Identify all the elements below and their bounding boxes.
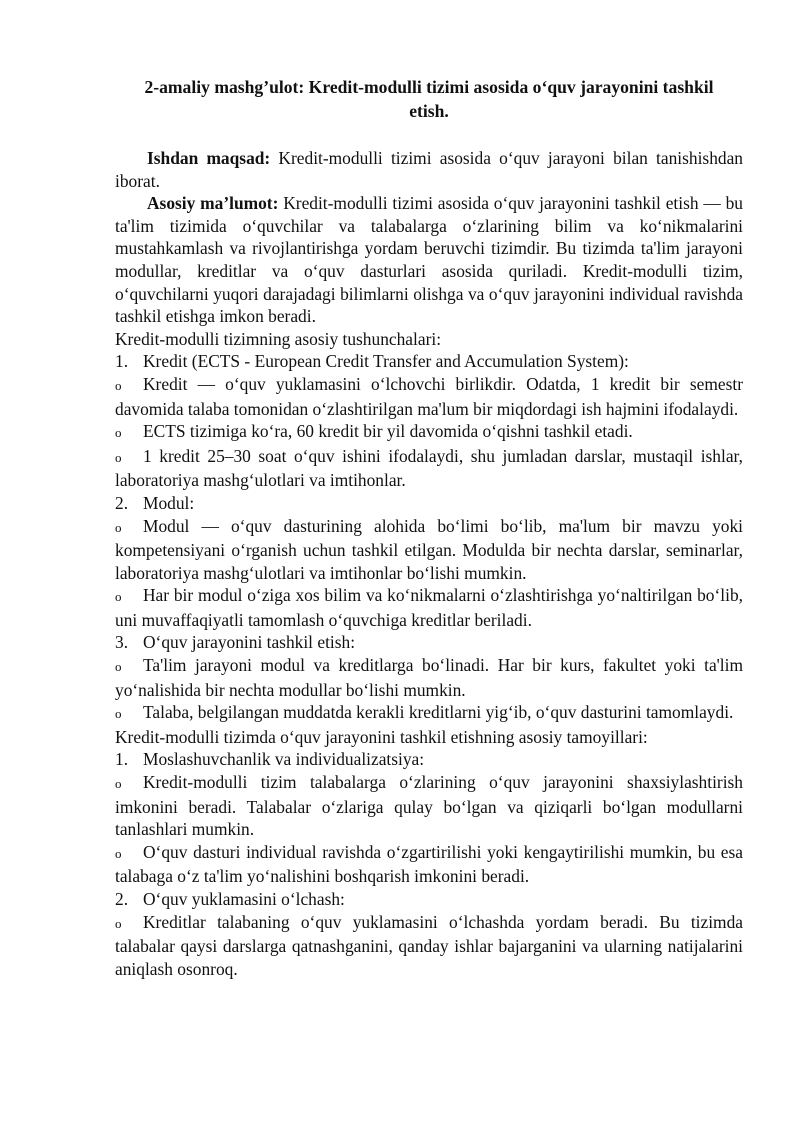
bullet-marker-icon: o: [115, 915, 122, 931]
item-heading: O‘quv jarayonini tashkil etish:: [143, 632, 356, 653]
item-number: 3.: [115, 632, 129, 653]
bullet-text: ECTS tizimiga ko‘ra, 60 kredit bir yil davomida o‘qishni tashkil etadi.: [143, 421, 633, 442]
item-heading: O‘quv yuklamasini o‘lchash:: [143, 889, 345, 909]
bullet-marker-icon: o: [115, 377, 122, 393]
bullet-marker-icon: o: [115, 425, 122, 441]
document-page: [115, 75, 743, 980]
bullet-text: Talaba, belgilangan muddatda kerakli kreditlarni yig‘ib, o‘quv dasturini tamomlaydi.: [143, 702, 734, 723]
bullet-item: [115, 373, 743, 420]
bullet-text: Modul — o‘quv dasturining alohida bo‘limi bo‘lib, ma'lum bir mavzu yoki kompetensiyani o‘rganish uchun tashkil etilgan. Modulda bir nechta darslar, seminarlar, laboratoriya mashg‘ulotlari va imtihonlar bo‘lishi mumkin.: [115, 515, 743, 583]
bullet-marker-icon: o: [115, 845, 122, 861]
bullet-item: [115, 841, 743, 888]
bullet-marker-icon: o: [115, 449, 122, 465]
concepts-list: [115, 350, 743, 726]
aim-text: Kredit-modulli tizimi asosida o‘quv jarayoni bilan tanishishdan iborat.: [115, 148, 744, 191]
bullet-item: [115, 584, 743, 631]
bullet-text: 1 kredit 25–30 soat o‘quv ishini ifodalaydi, shu jumladan darslar, mustaqil ishlar, laboratoriya mashg‘ulotlari va imtihonlar.: [115, 445, 743, 491]
bullet-text: Kredit-modulli tizim talabalarga o‘zlarining o‘quv jarayonini shaxsiylashtirish imkonini beradi. Talabalar o‘zlariga qulay bo‘lgan va qiziqarli bo‘lgan modullarni tanlashlari mumkin.: [115, 772, 743, 840]
principles-intro: Kredit-modulli tizimda o‘quv jarayonini tashkil etishning asosiy tamoyillari:: [115, 726, 648, 747]
item-number: 1.: [115, 749, 129, 770]
bullet-item: [115, 701, 743, 726]
bullet-text: Kreditlar talabaning o‘quv yuklamasini o‘lchashda yordam beradi. Bu tizimda talabalar qaysi darslarga qatnashganini, qanday ishlar bajarganini va ularning natijalarini aniqlash osonroq.: [115, 911, 743, 979]
bullet-item: [115, 771, 743, 841]
item-heading: Moslashuvchanlik va individualizatsiya:: [143, 749, 425, 770]
bullet-item: [115, 911, 743, 981]
bullet-item: [115, 654, 743, 701]
basic-info-text: Kredit-modulli tizimi asosida o‘quv jarayonini tashkil etish — bu ta'lim tizimida o‘quvchilar va talabalarga o‘zlarining bilim va ko‘nikmalarini mustahkamlash va rivojlantirishga yordam beruvchi tizimdir. Bu tizimda ta'lim jarayoni modullar, kreditlar va o‘quv dasturlari asosida quriladi. Kredit-modulli tizim, o‘quvchilarni yuqori darajadagi bilimlarni olishga va o‘quv jarayonini individual ravishda tashkil etishga imkon beradi.: [115, 193, 743, 327]
bullet-marker-icon: o: [115, 519, 122, 535]
aim-paragraph: [115, 147, 743, 192]
bullet-marker-icon: o: [115, 776, 122, 792]
item-number: 2.: [115, 889, 129, 909]
item-heading: Modul:: [143, 492, 195, 513]
bullet-marker-icon: o: [115, 659, 122, 675]
bullet-item: [115, 420, 743, 445]
bullet-item: [115, 445, 743, 492]
numbered-item: [115, 492, 743, 515]
numbered-item: [115, 631, 743, 654]
bullet-text: Kredit — o‘quv yuklamasini o‘lchovchi birlikdir. Odatda, 1 kredit bir semestr davomida talaba tomonidan o‘zlashtirilgan ma'lum bir miqdordagi ish hajmini ifodalaydi.: [115, 373, 743, 419]
basic-info-paragraph: [115, 192, 743, 328]
item-heading: Kredit (ECTS - European Credit Transfer and Accumulation System):: [143, 351, 629, 372]
concepts-intro: Kredit-modulli tizimning asosiy tushunchalari:: [115, 328, 442, 349]
page-title: 2-amaliy mashg’ulot: Kredit-modulli tizimi asosida o‘quv jarayonini tashkil etish.: [144, 77, 714, 121]
bullet-text: Ta'lim jarayoni modul va kreditlarga bo‘linadi. Har bir kurs, fakultet yoki ta'lim yo‘nalishida bir nechta modullar bo‘lishi mumkin.: [115, 655, 743, 700]
basic-info-label: Asosiy ma’lumot:: [147, 193, 279, 214]
numbered-item: [115, 888, 743, 911]
bullet-marker-icon: o: [115, 589, 122, 605]
bullet-text: Har bir modul o‘ziga xos bilim va ko‘nikmalarni o‘zlashtirishga yo‘naltirilgan bo‘lib, uni muvaffaqiyatli tamomlash o‘quvchiga kreditlar beriladi.: [115, 585, 743, 630]
item-number: 1.: [115, 351, 129, 372]
item-number: 2.: [115, 492, 129, 513]
bullet-item: [115, 515, 743, 585]
bullet-marker-icon: o: [115, 706, 122, 722]
numbered-item: [115, 350, 743, 373]
aim-label: Ishdan maqsad:: [147, 148, 271, 168]
bullet-text: O‘quv dasturi individual ravishda o‘zgartirilishi yoki kengaytirilishi mumkin, bu esa talabaga o‘z ta'lim yo‘nalishini boshqarish imkonini beradi.: [115, 841, 743, 887]
numbered-item: [115, 748, 743, 771]
principles-list: [115, 748, 743, 980]
